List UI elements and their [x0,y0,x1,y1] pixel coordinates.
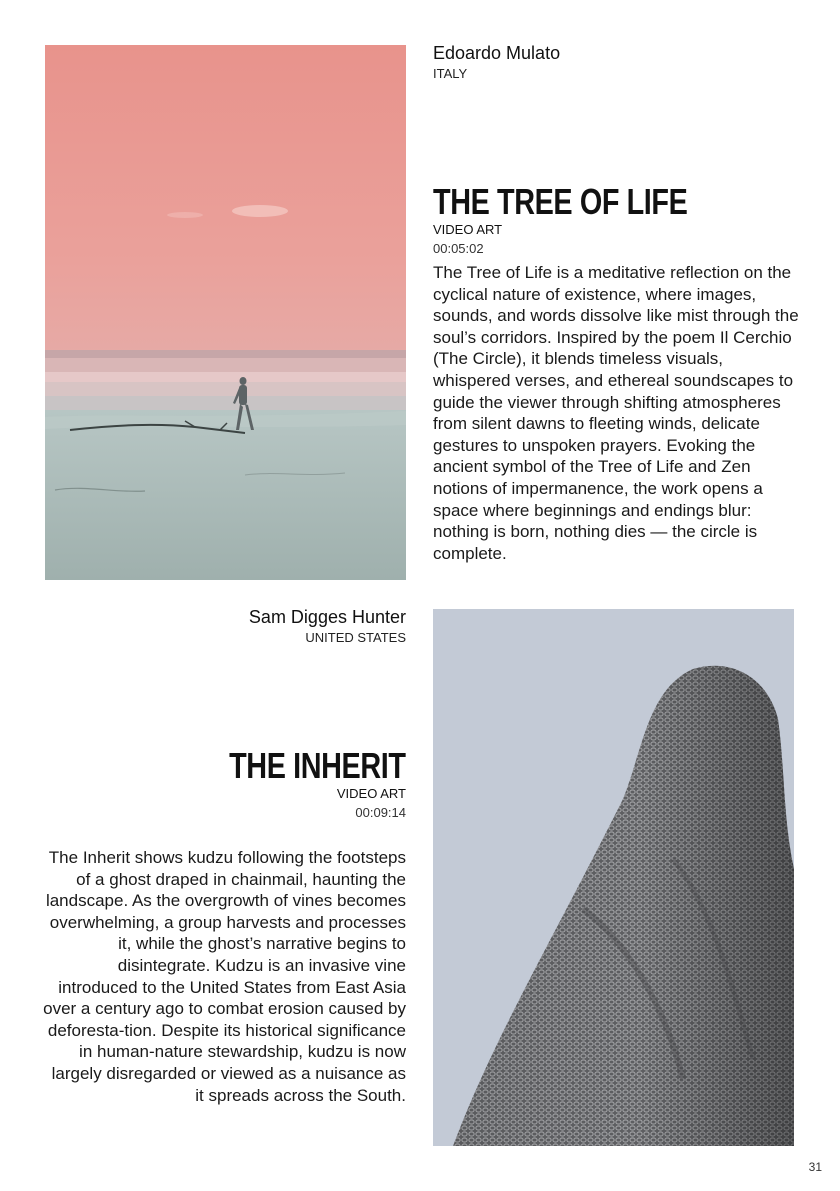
work-duration: 00:09:14 [355,805,406,820]
artist-country: ITALY [433,66,468,81]
work-title: THE TREE OF LIFE [433,181,688,222]
work-description: The Tree of Life is a meditative reflection on the cyclical nature of existence, where images, sounds, and words dissolve like mist through the soul’s corridors. Inspired by the poem Il Cerchio (The Circle), it blends timeless visuals, whispered verses, and ethereal soundscapes to guide the viewer through shifting atmospheres from silent dawns to fleeting winds, delicate gestures to unspoken prayers. Evoking the ancient symbol of the Tree of Life and Zen notions of impermanence, the work opens a space where beginnings and endings blur: nothing is born, nothing dies — the circle is complete. [433,263,799,563]
artist-name: Edoardo Mulato [433,43,561,63]
artist-name: Sam Digges Hunter [248,607,406,627]
work-category: VIDEO ART [433,222,503,237]
work-description: The Inherit shows kudzu following the footsteps of a ghost draped in chainmail, haunting the landscape. As the overgrowth of vines becomes overwhelming, a group harvests and processes it, while the ghost’s narrative begins to disintegrate. Kudzu is an invasive vine introduced to the United States from East Asia over a century ago to combat erosion caused by deforesta-tion. Despite its historical significance in human-nature stewardship, kudzu is now largely disregarded or viewed as a nuisance as it spreads across the South. [43,848,406,1105]
beach-still-image [45,45,406,580]
page-number: 31 [808,1160,822,1174]
work-duration: 00:05:02 [433,241,484,256]
artist-country: UNITED STATES [305,630,406,645]
chainmail-ghost-image [433,609,794,1146]
work-category: VIDEO ART [336,786,406,801]
work-title: THE INHERIT [229,745,406,786]
